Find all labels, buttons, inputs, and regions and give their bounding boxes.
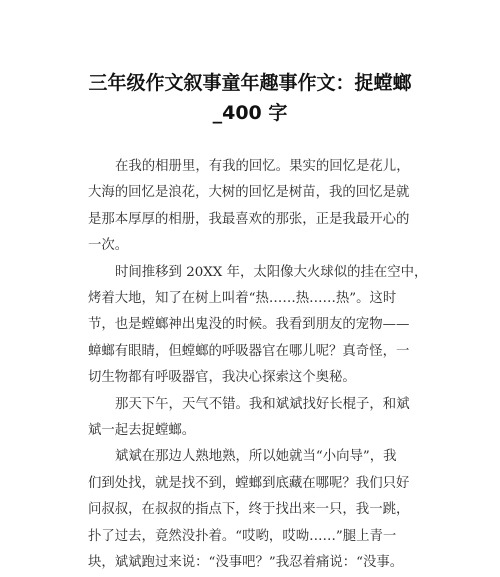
text-line: 烤着大地，知了在树上叫着“热……热……热”。这时 [88,291,397,307]
document-body [88,154,428,577]
text-line: 切生物都有呼吸器官，我决心探索这个奥秘。 [88,370,356,386]
text-line: 节，也是螳螂神出鬼没的时候。我看到朋友的宠物—— [88,317,410,333]
document-title [60,68,440,128]
text-line: 蟑螂有眼睛，但螳螂的呼吸器官在哪儿呢？真奇怪，一 [88,343,410,359]
text-line: 扑了过去，竟然没扑着。“哎哟，哎呦……”腿上青一 [88,528,397,544]
text-line: 斌斌在那边人熟地熟，所以她就当“小向导”，我 [115,449,397,465]
text-line: 是那本厚厚的相册，我最喜欢的那张，正是我最开心的 [88,211,410,227]
text-line: 在我的相册里，有我的回忆。果实的回忆是花儿， [115,159,410,174]
text-line: 问叔叔，在叔叔的指点下，终于找出来一只，我一跳， [88,502,410,518]
title-line-1: 三年级作文叙事童年趣事作文：捉螳螂 [88,72,412,94]
text-line: 大海的回忆是浪花，大树的回忆是树苗，我的回忆是就 [88,185,410,201]
text-line: 斌一起去捉螳螂。 [88,423,196,439]
text-line: 一次。 [88,238,129,254]
text-line: 块，斌斌跑过来说：“没事吧？”我忍着痛说：“没事。 [88,555,404,571]
text-line: 时间推移到 20XX 年，太阳像大火球似的挂在空中， [115,264,428,280]
title-line-2: _400 字 [212,102,288,124]
text-line: 那天下午，天气不错。我和斌斌找好长棍子，和斌 [115,396,410,412]
text-line: 们到处找，就是找不到，螳螂到底藏在哪呢？我们只好 [88,475,410,491]
